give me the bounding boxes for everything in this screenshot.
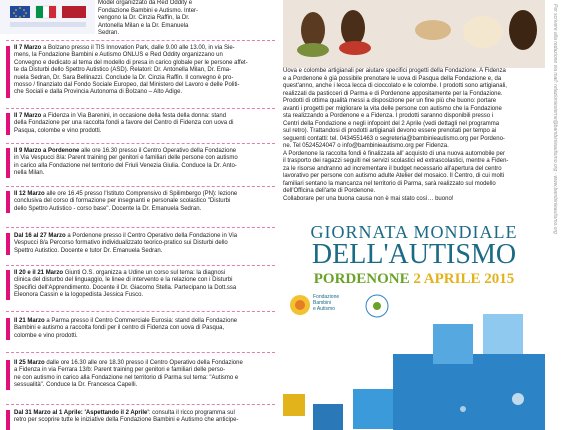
divider <box>6 352 275 353</box>
products-text: Uova e colombe artigianali per aiutare specifici progetti della Fondazione. A Fidenza e a Pordenone è già possibile prenotare le uova di Pasqua della Fondazione e, da quest'anno, anche i lecca lecca di cioccolato e le colombe. I prodotti sono artigianali, realizzati da pasticceri di Parma e di Pordenone appositamente per la Fondazione. Prodotti di ottima qualità messi a disposizione per un fine più che buono: portare avanti i progetti per migliorare la vita delle persone con autismo che la Fondazione sta realizzando a Pordenone e a Fidenza. I prodotti saranno disponibili presso i Centri della Fondazione e negli infopoint del 2 Aprile (vedi dettagli nel programma sul retro). Trattandosi di prodotti artigianali devono essere prenotati per tempo ai seguenti contatti: tel. 0434551463 o segreteria@bambinieautismo.org per Pordeno- ne. Tel 0524524047 o info@bambinieautismo.org per Fidenza. A Pordenone la raccolta fondi è finalizzata all' acquisto di una nuova automobile per il trasporto dei ragazzi seguiti nei servizi scolastici ed extrascolastici, mentre a Fiden- za le risorse andranno ad incrementare il budget necessario all'apertura del centro lavorativo per persone con autismo adulte Atelier del mosaico. Il Centro, di cui molti familiari sentano la mancanza nel territorio di Parma, sarà realizzato sul modello dell'Officina dell'arte di Pordenone. Collaborare per una buona causa non è mai stato così… buono! <box>283 68 509 202</box>
divider <box>6 143 275 144</box>
intro-text: Model organizzato da Red Oddity e Fondazione Bambini e Autismo. Inter- vengono la Dr. Cinzia Raffin, la Dr. Antonella Milan e la Dr. Emanuela Sedran. <box>98 0 199 37</box>
divider <box>6 40 275 41</box>
event-entry: Il 9 Marzo a Pordenone alle ore 16.30 presso il Centro Operativo della Fondazione in Via Vespucci 8/a: Parent training per genitori e familiari delle persone con autismo in carico alla Fondazione nel territorio del Friuli Venezia Giulia. Conduce la Dr. Anto- nella Milan. <box>14 148 238 177</box>
side-strip: Per scrivere alla redazione via mail: relazioniesterne@bambinieautismo.org · www.bambinieautismo.org <box>552 4 558 234</box>
accent-bar <box>6 410 10 430</box>
event-entry: Il 7 Marzo a Bolzano presso il TIS Innovation Park, dalle 9.00 alle 13.00, in via Sie- mens, la Fondazione Bambini e Autismo ONLUS e Red Oddity organizzano un Convegno e dedicato al tema del modello di presa in carico globale per le persone affet- te da Disturbi dello Spettro Autistico (ASD). Relatori: Dr. Antonella Milan, Dr. Ema- nuela Sedran, Dr. Sara Bellinazzi. Conclude la Dr. Cinzia Raffin. Il convegno è pro- mosso / finanziato dal Fondo Sociale Europeo, dal Ministero del Lavoro e delle Politi- che Sociali e dalla Provincia Autonoma di Bolzano – Alto Adige. <box>14 45 248 96</box>
event-entry: Il 7 Marzo a Fidenza in Via Barenini, in occasione della festa della donna: stand della Fondazione per una raccolta fondi a favore del Centro di Fidenza con uova di Pasqua, colombe e vino prodotti. <box>14 113 234 134</box>
poster-title-line2: DELL'AUTISMO <box>311 239 517 270</box>
foundation-logo-text: Fondazione Bambini e Autismo <box>313 294 340 312</box>
accent-bar <box>6 233 10 255</box>
poster-subtitle: PORDENONE 2 APRILE 2015 <box>313 271 515 287</box>
divider <box>6 265 275 266</box>
accent-bar <box>6 270 10 300</box>
event-entry: Il 21 Marzo a Parma presso il Centro Commerciale Eurosia: stand della Fondazione Bambini e autismo a raccolta fondi per il centro di Fidenza con uova di Pasqua, colombe e vino prodotti. <box>14 318 238 339</box>
divider <box>6 227 275 228</box>
foundation-logo-icon <box>289 294 311 316</box>
accent-bar <box>6 191 10 213</box>
divider <box>6 186 275 187</box>
products-column <box>283 0 545 430</box>
header-flags-image <box>0 0 95 34</box>
accent-bar <box>6 360 10 390</box>
sponsor-logo-icon <box>365 294 389 318</box>
divider <box>6 404 275 405</box>
accent-bar <box>6 148 10 178</box>
event-entry: Dal 31 Marzo al 1 Aprile: 'Aspettando il 2 Aprile': consulta il ricco programma sul retro per scoprire tutte le iniziative della Fondazione Bambini e Autismo che anticipe- <box>14 410 239 424</box>
event-entry: Il 25 Marzo dalle ore 16.30 alle ore 18.30 presso il Centro Operativo della Fondazione a Fidenza in via Ferrara 13/b: Parent training per genitori e familiari delle perso- ne con autismo in carico alla Fondazione nel territorio di Parma sul tema: "Autismo e sessualità". Conduce la Dr. Francesca Capelli. <box>14 360 243 389</box>
events-column <box>0 0 275 430</box>
puzzle-graphic <box>283 294 545 430</box>
accent-bar <box>6 113 10 135</box>
divider <box>6 311 275 312</box>
poster-title-line1: GIORNATA MONDIALE <box>310 222 518 242</box>
autism-day-poster <box>283 214 545 430</box>
event-entry: Il 12 Marzo alle ore 16.45 presso l'Istituto Comprensivo di Spilimbergo (PN): lezione conclusiva del corso di formazione per insegnanti e personale scolastico "Disturbi dello Spettro Autistico - corso base". Docente la Dr. Emanuela Sedran. <box>14 191 238 212</box>
accent-bar <box>6 318 10 340</box>
accent-bar <box>6 46 10 98</box>
easter-eggs-photo <box>283 0 545 68</box>
divider <box>6 108 275 109</box>
event-entry: Dal 16 al 27 Marzo a Pordenone presso il Centro Operativo della Fondazione in Via Vespucci 8/a Percorso formativo individualizzato teorico-pratico sui Disturbi dello Spettro Autistico. Docente e tutor Dr. Emanuela Sedran. <box>14 233 238 254</box>
event-entry: Il 20 e il 21 Marzo Giunti O.S. organizza a Udine un corso sul tema: la diagnosi clinica del disturbo del linguaggio, le linee di intervento e la relazione con i Disturbi Specifici dell'Apprendimento. Docente il Dr. Giacomo Stella. Partecipano la Dott.ssa Eleonora Cassin e la logopedista Jessica Fusco. <box>14 270 237 299</box>
